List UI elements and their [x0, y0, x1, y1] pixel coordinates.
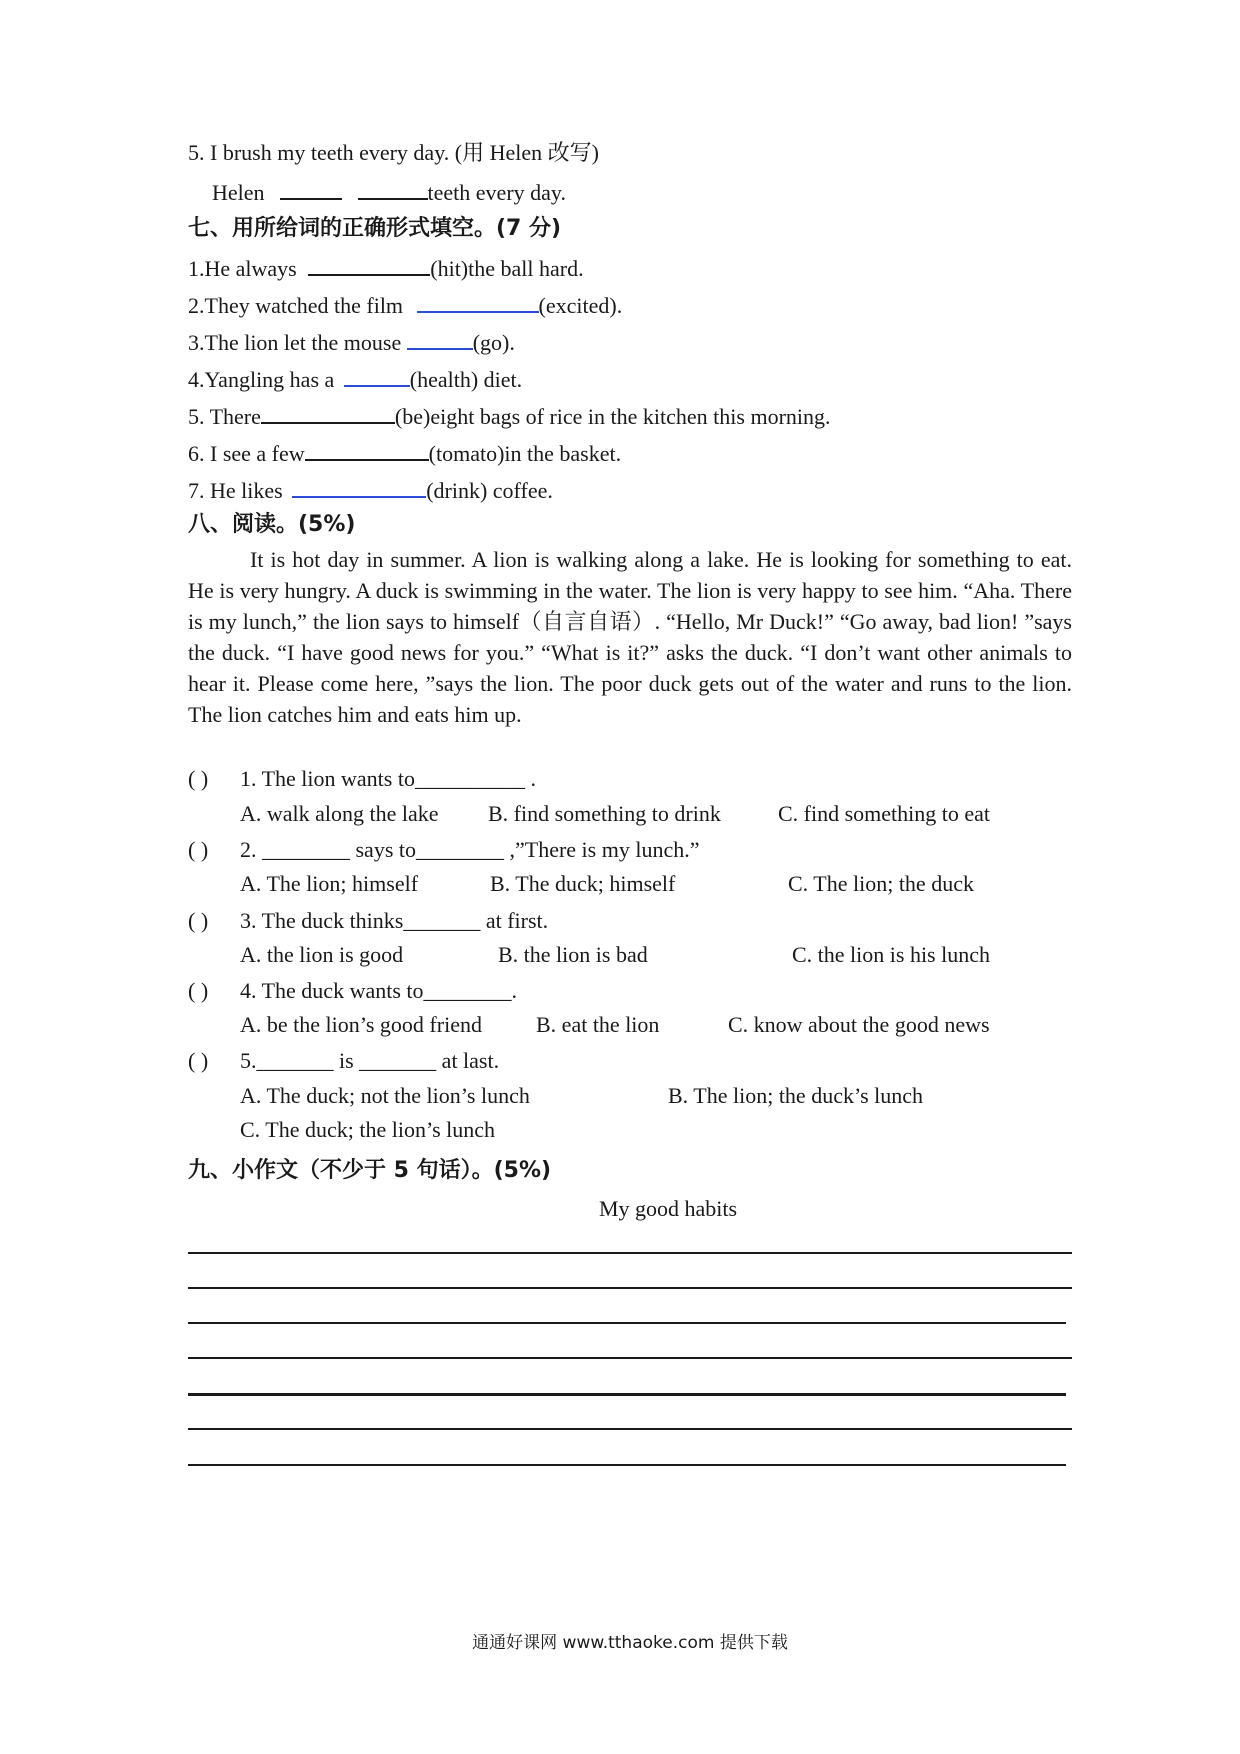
- question-3: 3. The duck thinks_______ at first.: [240, 908, 549, 933]
- q3-option-c[interactable]: C. the lion is his lunch: [792, 942, 990, 967]
- fill-blank-6[interactable]: [305, 437, 429, 461]
- q1-option-a[interactable]: A. walk along the lake: [240, 801, 439, 826]
- fill-blank-4[interactable]: [344, 363, 410, 387]
- fill-item-7: [188, 474, 553, 504]
- fill-item-6-suffix: (tomato)in the basket.: [428, 441, 622, 466]
- q1-option-c[interactable]: C. find something to eat: [778, 801, 991, 826]
- fill-item-3-prefix: 3.The lion let the mouse: [188, 330, 407, 355]
- answer-prefix: Helen: [212, 180, 265, 205]
- reading-passage: It is hot day in summer. A lion is walking along a lake. He is looking for something to eat. He is very hungry. A duck is swimming in the water. The lion is very happy to see him. “Aha. There is my lunch,” the lion says to himself（自言自语）. “Hello, Mr Duck!” “Go away, bad lion! ”says the duck. “I have good news for you.” “What is it?” asks the duck. “I don’t want other animals to hear it. Please come here, ”says the lion. The poor duck gets out of the water and runs to the lion. The lion catches him and eats him up.: [188, 547, 1072, 727]
- fill-item-4: [188, 363, 522, 393]
- question-1: 1. The lion wants to__________ .: [240, 766, 536, 791]
- fill-item-1-prefix: 1.He always: [188, 256, 303, 281]
- fill-item-7-prefix: 7. He likes: [188, 478, 289, 503]
- q4-option-c[interactable]: C. know about the good news: [728, 1012, 990, 1037]
- writing-line[interactable]: [188, 1464, 1066, 1466]
- writing-line[interactable]: [188, 1428, 1072, 1430]
- fill-item-3-suffix: (go).: [472, 330, 515, 355]
- fill-item-7-suffix: (drink) coffee.: [426, 478, 553, 503]
- fill-item-2-prefix: 2.They watched the film: [188, 293, 409, 318]
- fill-item-1: [188, 252, 584, 282]
- question-2: 2. ________ says to________ ,”There is my lunch.”: [240, 837, 700, 862]
- q3-option-a[interactable]: A. the lion is good: [240, 942, 404, 967]
- q2-option-c[interactable]: C. The lion; the duck: [788, 871, 974, 896]
- answer-paren-4[interactable]: ( ): [188, 978, 209, 1003]
- fill-blank-3[interactable]: [407, 326, 473, 350]
- fill-item-3: [188, 326, 515, 356]
- question-5: 5._______ is _______ at last.: [240, 1048, 500, 1073]
- fill-blank-7[interactable]: [292, 474, 426, 498]
- q4-option-b[interactable]: B. eat the lion: [536, 1012, 660, 1037]
- fill-item-4-prefix: 4.Yangling has a: [188, 367, 340, 392]
- rewrite-question-5: 5. I brush my teeth every day. (用 Helen 改写): [188, 140, 599, 165]
- fill-item-5: [188, 400, 831, 430]
- question-4: 4. The duck wants to________.: [240, 978, 518, 1003]
- q2-option-a[interactable]: A. The lion; himself: [240, 871, 419, 896]
- answer-blank-2[interactable]: [358, 176, 428, 200]
- fill-item-6-prefix: 6. I see a few: [188, 441, 305, 466]
- writing-line[interactable]: [188, 1393, 1066, 1396]
- section-9-heading: 九、小作文（不少于 5 句话）。(5%): [188, 1158, 552, 1183]
- answer-paren-2[interactable]: ( ): [188, 837, 209, 862]
- q5-option-c[interactable]: C. The duck; the lion’s lunch: [240, 1117, 496, 1142]
- answer-paren-5[interactable]: ( ): [188, 1048, 209, 1073]
- writing-line[interactable]: [188, 1287, 1072, 1289]
- q1-option-b[interactable]: B. find something to drink: [488, 801, 721, 826]
- fill-item-1-suffix: (hit)the ball hard.: [430, 256, 584, 281]
- q2-option-b[interactable]: B. The duck; himself: [490, 871, 676, 896]
- answer-suffix: teeth every day.: [427, 180, 566, 205]
- q3-option-b[interactable]: B. the lion is bad: [498, 942, 648, 967]
- answer-blank-1[interactable]: [280, 176, 342, 200]
- rewrite-answer-line: [212, 176, 566, 206]
- fill-item-2-suffix: (excited).: [538, 293, 623, 318]
- fill-item-5-suffix: (be)eight bags of rice in the kitchen this morning.: [394, 404, 831, 429]
- fill-item-6: [188, 437, 621, 467]
- section-7-heading: 七、用所给词的正确形式填空。(7 分): [188, 216, 562, 241]
- fill-blank-2[interactable]: [417, 289, 539, 313]
- fill-item-4-suffix: (health) diet.: [409, 367, 523, 392]
- q5-option-a[interactable]: A. The duck; not the lion’s lunch: [240, 1083, 530, 1108]
- q4-option-a[interactable]: A. be the lion’s good friend: [240, 1012, 482, 1037]
- writing-line[interactable]: [188, 1357, 1072, 1359]
- answer-paren-3[interactable]: ( ): [188, 908, 209, 933]
- answer-paren-1[interactable]: ( ): [188, 766, 209, 791]
- fill-item-2: [188, 289, 622, 319]
- writing-line[interactable]: [188, 1252, 1072, 1254]
- q5-option-b[interactable]: B. The lion; the duck’s lunch: [668, 1083, 924, 1108]
- section-8-heading: 八、阅读。(5%): [188, 512, 356, 537]
- writing-line[interactable]: [188, 1322, 1066, 1324]
- footer-credit: 通通好课网 www.tthaoke.com 提供下载: [472, 1633, 788, 1653]
- fill-blank-1[interactable]: [308, 252, 430, 276]
- fill-item-5-prefix: 5. There: [188, 404, 261, 429]
- composition-title: My good habits: [598, 1196, 738, 1221]
- fill-blank-5[interactable]: [261, 400, 395, 424]
